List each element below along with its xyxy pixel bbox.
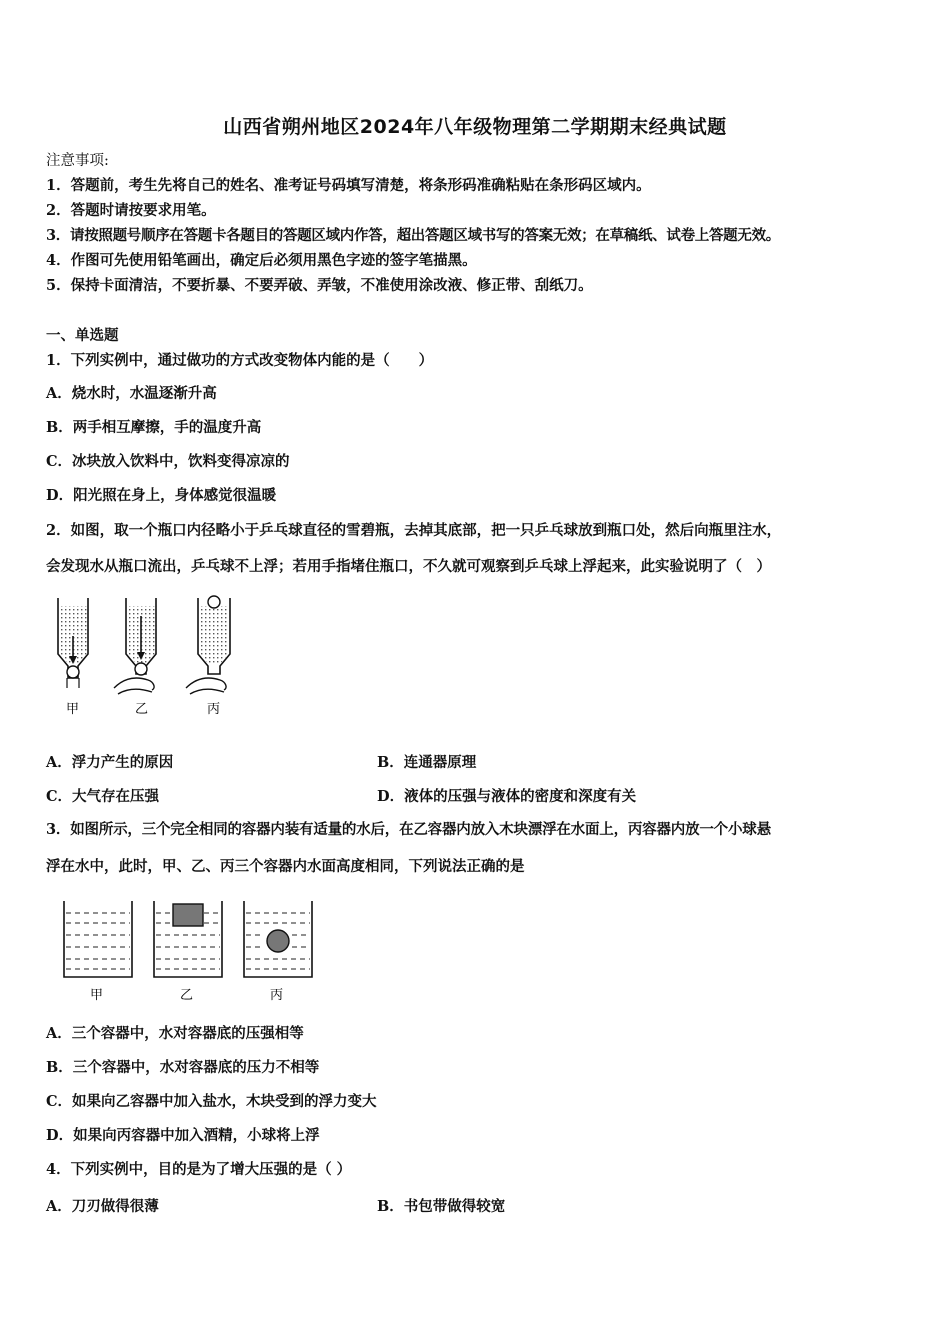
notice-item: 5．保持卡面清洁，不要折暴、不要弄破、弄皱，不准使用涂改液、修正带、刮纸刀。 <box>46 277 593 294</box>
q2-option-a: A．浮力产生的原因 <box>46 754 174 771</box>
notice-item: 1．答题前，考生先将自己的姓名、准考证号码填写清楚，将条形码准确粘贴在条形码区域内。 <box>46 177 651 194</box>
notice-item: 4．作图可先使用铅笔画出，确定后必须用黑色字迹的签字笔描黑。 <box>46 252 477 269</box>
figure-label-yi: 乙 <box>135 702 149 717</box>
question-1-stem: 1．下列实例中，通过做功的方式改变物体内能的是（ ） <box>46 352 434 369</box>
page-title: 山西省朔州地区2024年八年级物理第二学期期末经典试题 <box>223 116 727 138</box>
question-4-stem: 4．下列实例中，目的是为了增大压强的是（ ） <box>46 1161 352 1178</box>
figure-label-jia: 甲 <box>66 702 80 717</box>
container-jia <box>64 901 132 977</box>
figure-label-jia: 甲 <box>90 988 104 1003</box>
section-heading: 一、单选题 <box>46 327 119 344</box>
q2-option-c: C．大气存在压强 <box>46 788 160 805</box>
q3-option-a: A．三个容器中，水对容器底的压强相等 <box>46 1025 304 1042</box>
bottle-yi <box>114 598 156 694</box>
q3-option-b: B．三个容器中，水对容器底的压力不相等 <box>46 1059 320 1076</box>
bottle-jia <box>58 598 88 688</box>
question-2-stem: 会发现水从瓶口流出，乒乓球不上浮；若用手指堵住瓶口，不久就可观察到乒乓球上浮起来，此实验说明了（ ） <box>46 558 771 575</box>
q2-option-d: D．液体的压强与液体的密度和深度有关 <box>377 788 637 805</box>
question-3-stem: 浮在水中，此时，甲、乙、丙三个容器内水面高度相同，下列说法正确的是 <box>46 858 525 875</box>
q1-option-a: A．烧水时，水温逐渐升高 <box>46 385 217 402</box>
question-3-stem: 3．如图所示，三个完全相同的容器内装有适量的水后，在乙容器内放入木块漂浮在水面上，丙容器内放一个小球悬 <box>46 821 771 838</box>
wood-block <box>173 904 203 926</box>
q1-option-c: C．冰块放入饮料中，饮料变得凉凉的 <box>46 453 290 470</box>
suspended-ball <box>267 930 289 952</box>
figure-label-yi: 乙 <box>180 988 194 1003</box>
notice-heading: 注意事项: <box>46 153 109 169</box>
q4-option-b: B．书包带做得较宽 <box>377 1198 506 1215</box>
containers-figure <box>58 893 328 1005</box>
figure-label-bing: 丙 <box>270 988 284 1003</box>
notice-item: 2．答题时请按要求用笔。 <box>46 202 216 219</box>
container-bing <box>244 901 312 977</box>
figure-label-bing: 丙 <box>207 702 221 717</box>
q4-option-a: A．刀刃做得很薄 <box>46 1198 159 1215</box>
question-2-stem: 2．如图，取一个瓶口内径略小于乒乓球直径的雪碧瓶，去掉其底部，把一只乒乓球放到瓶口处，然后向瓶里注水， <box>46 522 782 539</box>
bottle-experiment-figure <box>48 592 248 720</box>
q3-option-c: C．如果向乙容器中加入盐水，木块受到的浮力变大 <box>46 1093 377 1110</box>
bottle-bing <box>186 596 230 694</box>
q2-option-b: B．连通器原理 <box>377 754 477 771</box>
notice-item: 3．请按照题号顺序在答题卡各题目的答题区域内作答，超出答题区域书写的答案无效；在草稿纸、试卷上答题无效。 <box>46 227 780 244</box>
q1-option-d: D．阳光照在身上，身体感觉很温暖 <box>46 487 277 504</box>
container-yi <box>154 901 222 977</box>
q3-option-d: D．如果向丙容器中加入酒精，小球将上浮 <box>46 1127 320 1144</box>
q1-option-b: B．两手相互摩擦，手的温度升高 <box>46 419 262 436</box>
